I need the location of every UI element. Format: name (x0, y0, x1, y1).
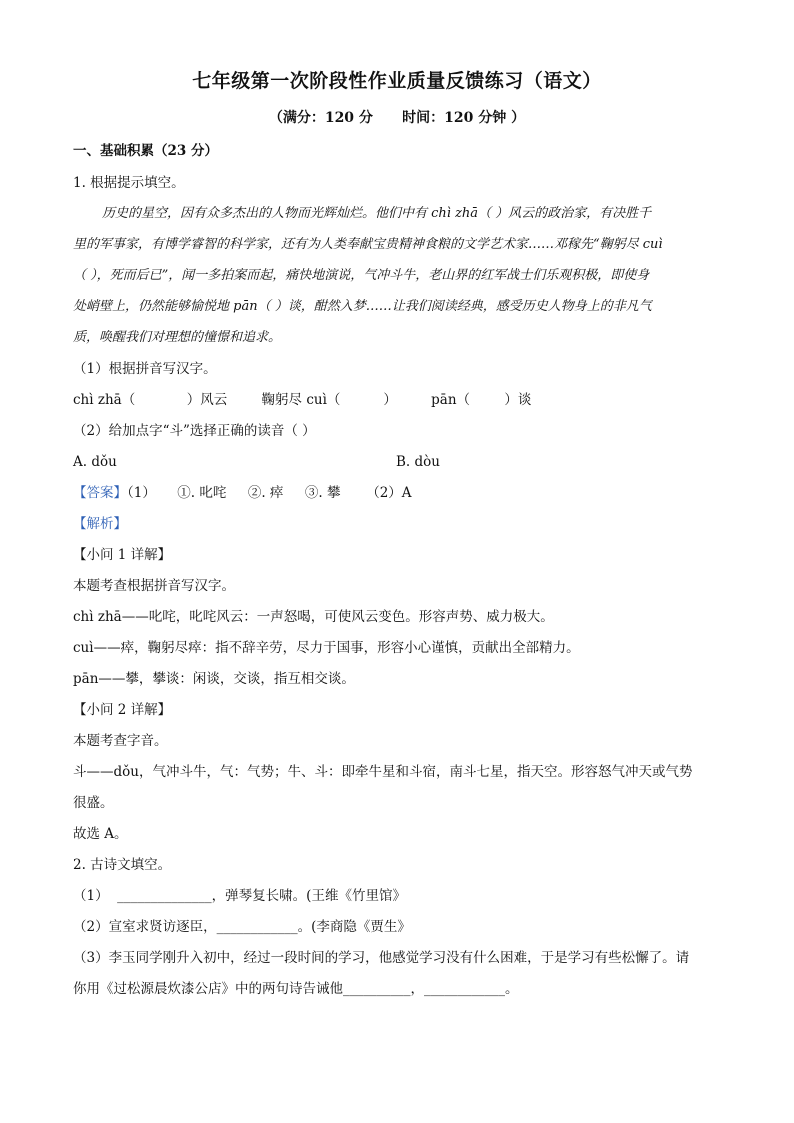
question-2-stem: 2. 古诗文填空。 (73, 857, 172, 873)
sub-1-detail-line: chì zhā——叱咤，叱咤风云：一声怒喝，可使风云变色。形容声势、威力极大。 (73, 609, 554, 625)
analysis-tag: 【解析】 (73, 516, 127, 532)
passage-line-2: 里的军事家，有博学睿智的科学家，还有为人类奉献宝贵精神食粮的文学艺术家……邓稼先“鞠躬尽 cuì (73, 237, 663, 252)
passage-line-1: 历史的星空，因有众多杰出的人物而光辉灿烂。他们中有 chì zhā（ ）风云的政治家，有决胜千 (102, 206, 652, 221)
sub-2-detail-line: 故选 A。 (73, 826, 128, 842)
sub-2-detail-line: 本题考查字音。 (73, 733, 168, 749)
question-1-stem: 1. 根据提示填空。 (73, 175, 185, 191)
option-b: B. dòu (396, 454, 440, 470)
sub-2-detail-line: 很盛。 (73, 795, 114, 811)
passage-line-5: 质，唤醒我们对理想的憧憬和追求。 (73, 330, 282, 345)
sub-question-1-blanks: chì zhā（ ）风云 鞠躬尽 cuì（ ） pān（ ）谈 (73, 392, 532, 408)
sub-2-detail-tag: 【小问 2 详解】 (73, 702, 172, 718)
question-2-item-2: （2）宣室求贤访逐臣，____________。(李商隐《贾生》 (73, 919, 411, 935)
question-2-item-1: （1） ______________，弹琴复长啸。(王维《竹里馆》 (73, 888, 406, 904)
question-2-item-3-line-2: 你用《过松源晨炊漆公店》中的两句诗告诫他__________，____________。 (73, 981, 519, 997)
sub-2-detail-line: 斗——dǒu，气冲斗牛，气：气势；牛、斗：即牵牛星和斗宿，南斗七星，指天空。形容怒气冲天或气势 (73, 764, 693, 780)
sub-question-2-label: （2）给加点字“斗”选择正确的读音（ ） (73, 423, 316, 439)
option-a: A. dǒu (73, 454, 117, 470)
sub-question-1-label: （1）根据拼音写汉字。 (73, 361, 217, 377)
page-title: 七年级第一次阶段性作业质量反馈练习（语文） (192, 70, 602, 92)
passage-line-4: 处峭壁上，仍然能够愉悦地 pān（ ）谈，酣然入梦……让我们阅读经典，感受历史人物身上的非凡气 (73, 299, 652, 314)
page-subtitle: （满分：120 分 时间：120 分钟 ） (268, 110, 526, 126)
question-2-item-3-line-1: （3）李玉同学刚升入初中，经过一段时间的学习，他感觉学习没有什么困难，于是学习有些松懈了。请 (73, 950, 690, 966)
answer-line (73, 483, 412, 503)
sub-1-detail-line: 本题考查根据拼音写汉字。 (73, 578, 235, 594)
answer-tag: 【答案】 (73, 485, 127, 501)
sub-1-detail-tag: 【小问 1 详解】 (73, 547, 172, 563)
answer-text: （1） ①. 叱咤 ②. 瘁 ③. 攀 （2）A (127, 485, 412, 501)
sub-1-detail-line: pān——攀，攀谈：闲谈，交谈，指互相交谈。 (73, 671, 355, 687)
passage-line-3: （ ），死而后已”，闻一多拍案而起，痛快地演说，气冲斗牛，老山界的红军战士们乐观积极，即使身 (73, 268, 650, 283)
section-heading: 一、基础积累（23 分） (73, 143, 218, 159)
sub-1-detail-line: cuì——瘁，鞠躬尽瘁：指不辞辛劳，尽力于国事，形容小心谨慎，贡献出全部精力。 (73, 640, 580, 656)
